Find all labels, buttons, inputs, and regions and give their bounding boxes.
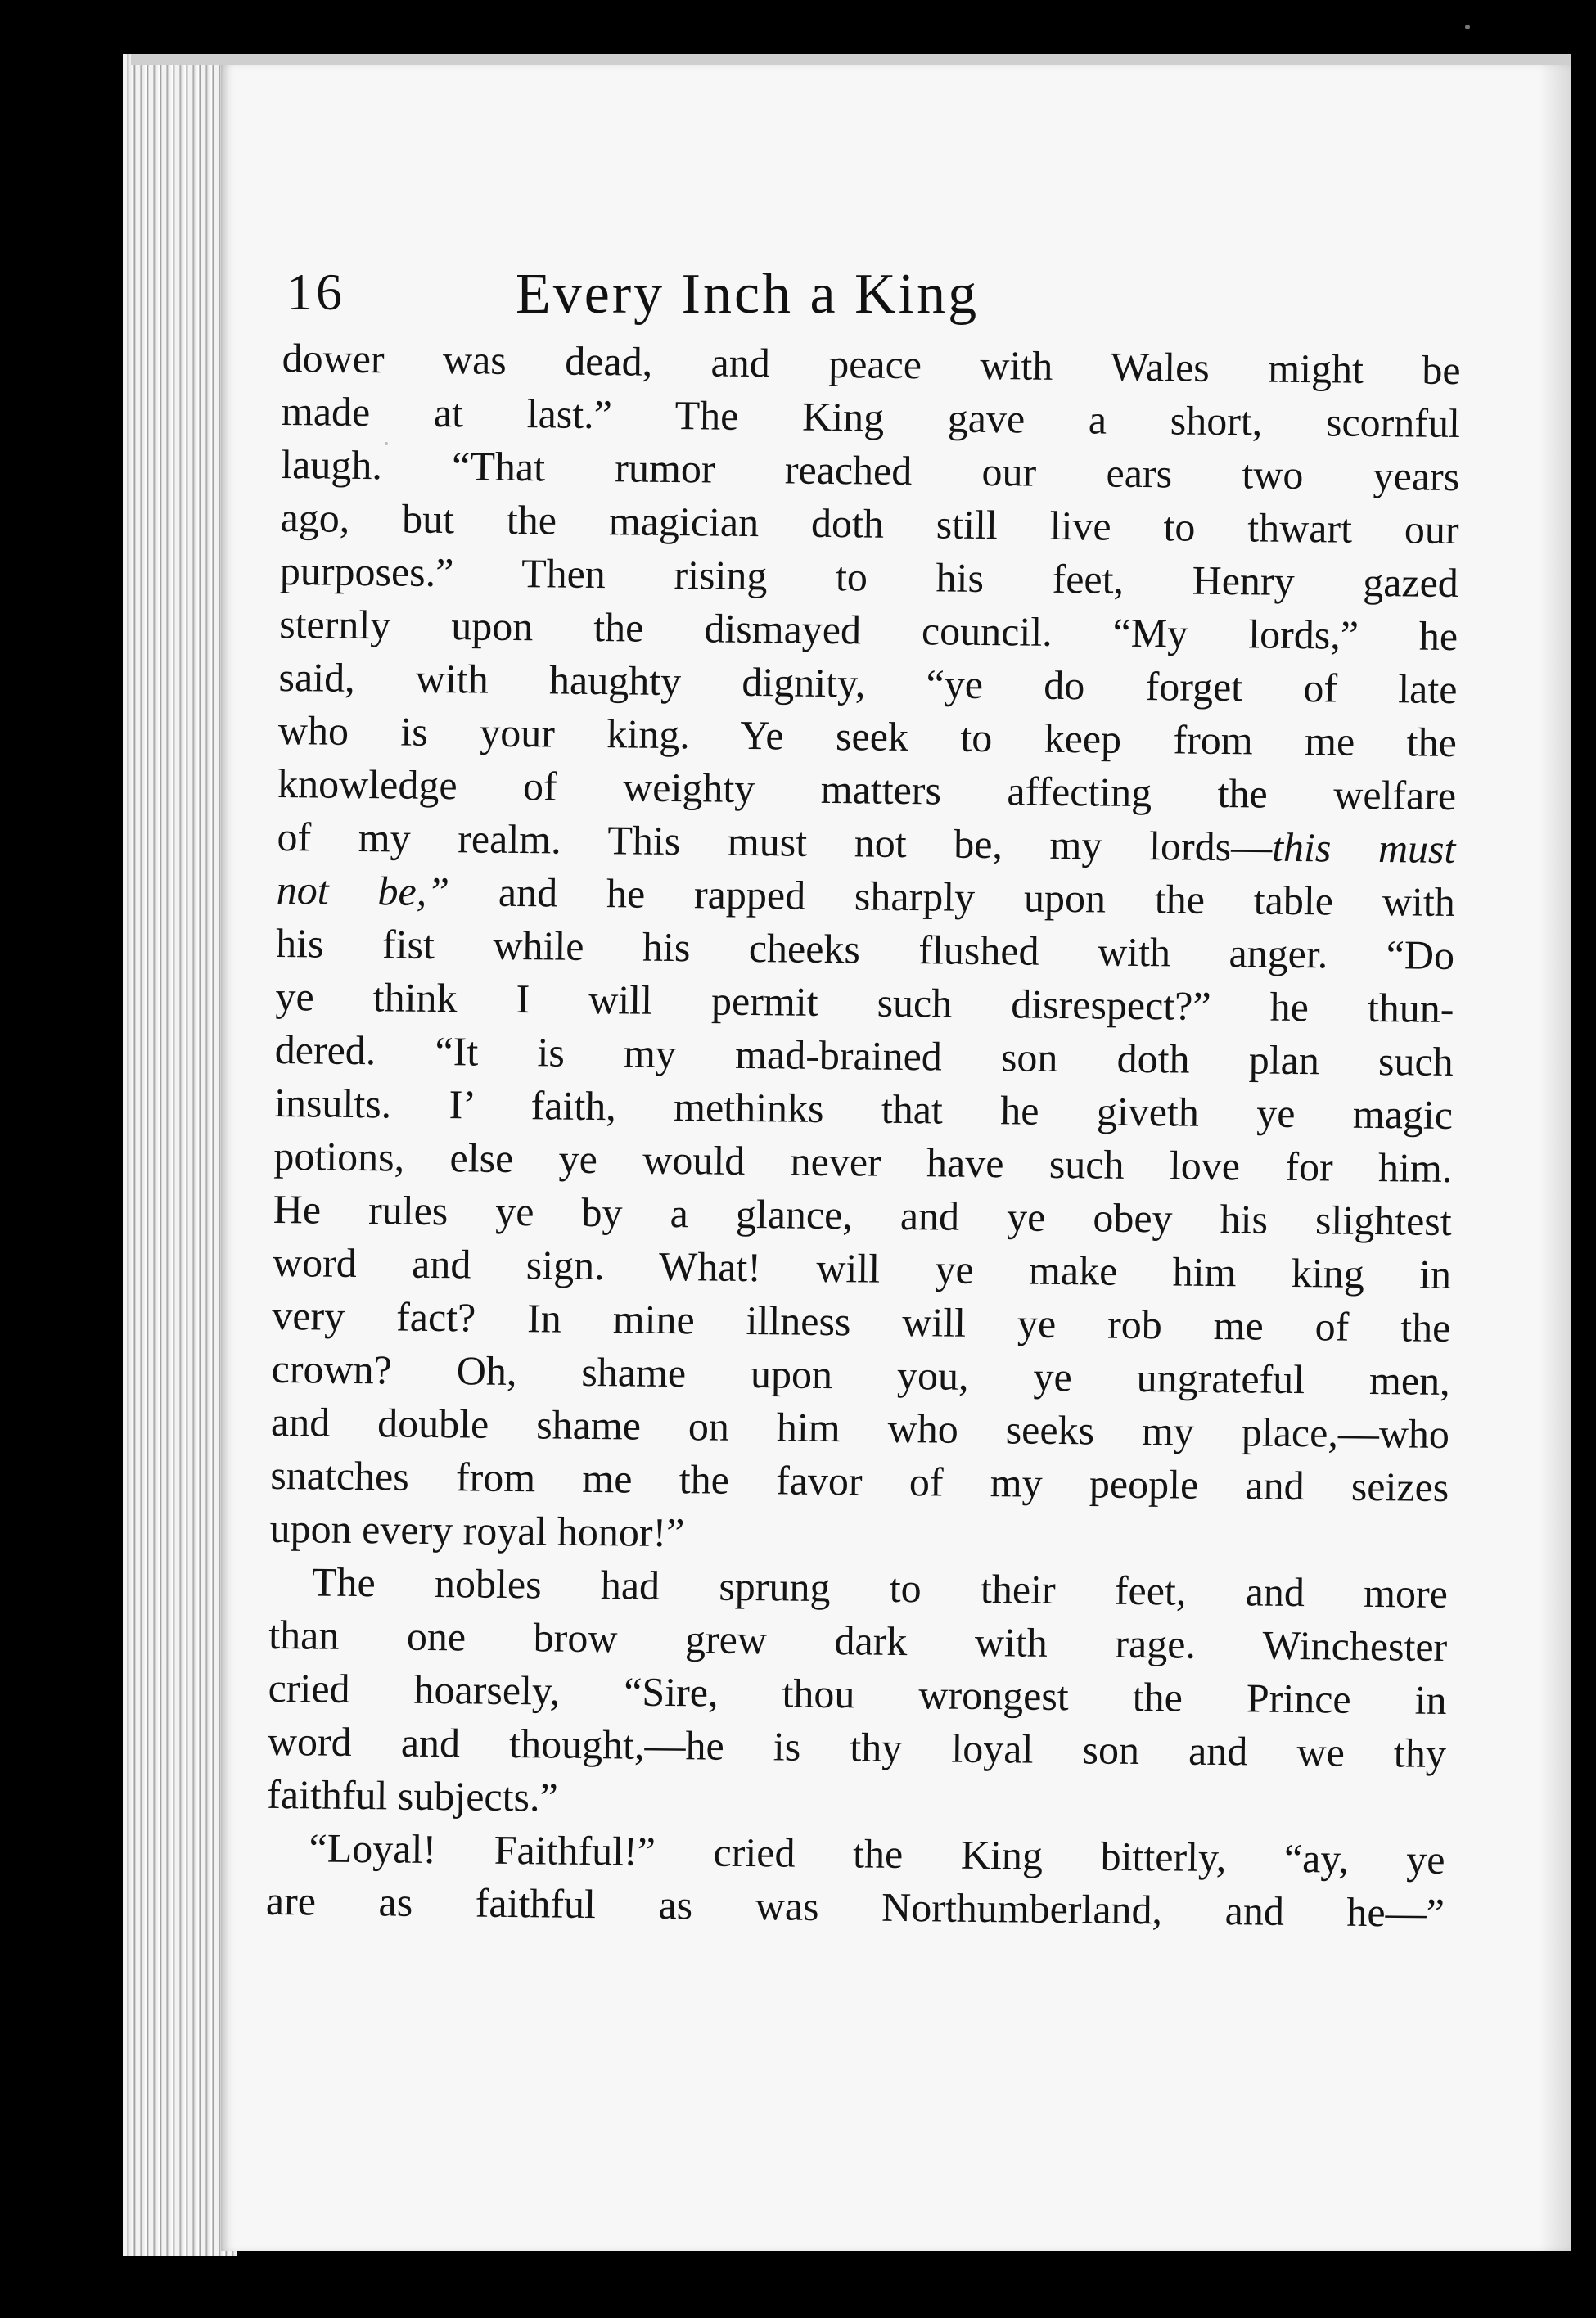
running-head: [286, 205, 1310, 326]
text-line: cried hoarsely, “Sire, thou wrongest the Prince in: [268, 1664, 1447, 1723]
scan-speck: [1465, 25, 1470, 29]
text-line: and double shame on him who seeks my place,—who: [270, 1398, 1450, 1458]
text-line: snatches from me the favor of my people and seizes: [270, 1451, 1449, 1511]
italic-text: this must: [1271, 823, 1456, 873]
body-text: [266, 331, 1461, 1940]
text-line: word and thought,—he is thy loyal son and we thy: [267, 1717, 1447, 1776]
text-line: ye think I will permit such disrespect?” he thun-: [275, 972, 1454, 1032]
page-number: 16: [286, 263, 345, 321]
text-line: sternly upon the dismayed council. “My lords,” he: [278, 600, 1458, 660]
text-line: The nobles had sprung to their feet, and more: [311, 1558, 1449, 1617]
text-line: dered. “It is my mad-brained son doth plan such: [274, 1026, 1454, 1085]
text-line: said, with haughty dignity, “ye do forget of late: [278, 653, 1458, 713]
text-line: purposes.” Then rising to his feet, Henry gazed: [279, 547, 1459, 607]
text-line: potions, else ye would never have such love for him.: [273, 1132, 1453, 1192]
text-line: dower was dead, and peace with Wales might be: [282, 334, 1461, 394]
text-line: insults. I’ faith, methinks that he giveth ye magic: [273, 1079, 1454, 1139]
text-line: than one brow grew dark with rage. Winchester: [268, 1611, 1448, 1670]
text-fragment: of my realm. This must not be, my lords—: [277, 813, 1273, 870]
text-line: He rules ye by a glance, and ye obey his slightest: [273, 1185, 1452, 1245]
text-fragment: and he rapped sharply upon the table with: [449, 868, 1456, 926]
page-gutter-shadow: [1539, 65, 1571, 2251]
stacked-page-edges: [123, 54, 237, 2256]
text-line: upon every royal honor!”: [269, 1504, 685, 1556]
text-line: made at last.” The King gave a short, scornful: [281, 387, 1461, 447]
text-line: knowledge of weighty matters affecting the welfare: [277, 760, 1457, 819]
text-line: his fist while his cheeks flushed with anger. “Do: [275, 919, 1455, 979]
page-top-edge: [131, 54, 1571, 65]
text-line: very fact? In mine illness will ye rob me of the: [272, 1292, 1451, 1351]
running-title: Every Inch a King: [516, 263, 980, 326]
text-line: word and sign. What! will ye make him king in: [272, 1238, 1452, 1298]
text-line: faithful subjects.”: [266, 1770, 559, 1820]
text-line: crown? Oh, shame upon you, ye ungrateful men,: [271, 1345, 1450, 1405]
text-line: are as faithful as was Northumberland, and he—”: [265, 1877, 1445, 1936]
text-line: “Loyal! Faithful!” cried the King bitterly, “ay, ye: [309, 1824, 1445, 1883]
text-line: ago, but the magician doth still live to thwart our: [280, 494, 1459, 553]
italic-text: not be,”: [276, 866, 450, 915]
text-line: laugh. “That rumor reached our ears two years: [281, 440, 1460, 500]
text-line: who is your king. Ye seek to keep from me the: [277, 706, 1458, 766]
